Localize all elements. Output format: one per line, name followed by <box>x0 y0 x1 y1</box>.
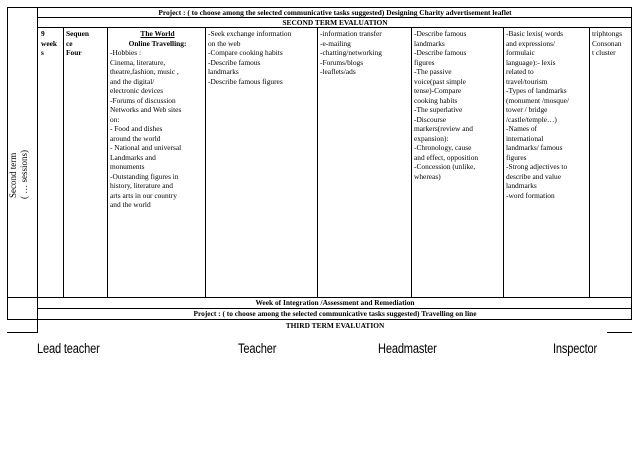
side-term-label-line1: Second term <box>8 152 18 198</box>
lexis-cell <box>506 29 590 200</box>
inspector-signature-label: Inspector <box>553 341 598 356</box>
lexis-line: travel/tourism <box>506 76 548 86</box>
grammar-line: -Chronology, cause <box>414 143 472 152</box>
lexis-line: and expressions/ <box>506 38 556 48</box>
sequence-line: Four <box>66 48 82 57</box>
function-line: on the web <box>208 38 241 48</box>
side-column-divider <box>37 7 38 333</box>
theme-line: -Hobbies : <box>110 48 141 57</box>
weeks-line: s <box>41 48 44 57</box>
media-line: -information transfer <box>320 29 382 38</box>
phonology-line: Consonan <box>592 38 622 48</box>
third-term-evaluation-line: THIRD TERM EVALUATION <box>285 321 385 330</box>
grammar-line: -Describe famous <box>414 48 467 57</box>
theme-cell <box>110 29 205 210</box>
theme-line: arts arts in our country <box>110 190 177 200</box>
grammar-line: landmarks <box>414 38 445 48</box>
grammar-line: -Concession (unlike, <box>414 162 476 171</box>
sequence-line: Sequen <box>66 29 90 38</box>
lexis-line: formulaic <box>506 48 535 57</box>
theme-line: Landmarks and <box>110 152 156 162</box>
lexis-line: -Basic lexis( words <box>506 29 564 38</box>
grammar-cell <box>414 29 502 181</box>
grammar-line: expansion): <box>414 133 449 143</box>
lexis-line: -Names of <box>506 124 537 133</box>
side-term-label <box>8 130 36 220</box>
project-travelling-line: Project : ( to choose among the selected communicative tasks suggested) Travelling on line <box>193 309 477 318</box>
grammar-line: cooking habits <box>414 95 458 105</box>
sequence-line: ce <box>66 38 73 48</box>
theme-line: -Outstanding figures in <box>110 171 179 181</box>
grammar-line: markers(review and <box>414 124 473 133</box>
term-evaluation-line: SECOND TERM EVALUATION <box>282 18 388 27</box>
teacher-signature-label: Teacher <box>238 341 277 356</box>
function-line: landmarks <box>208 67 239 76</box>
theme-title: The World <box>140 29 175 38</box>
function-line: -Describe famous figures <box>208 76 283 86</box>
function-line: -Seek exchange information <box>208 29 292 38</box>
grammar-line: -The superlative <box>414 105 463 114</box>
col-divider-6 <box>503 27 504 297</box>
grammar-line: and effect, opposition <box>414 152 479 162</box>
function-line: -Compare cooking habits <box>208 48 283 57</box>
lexis-line: international <box>506 133 544 143</box>
lexis-line: landmarks/ famous <box>506 143 563 152</box>
col-divider-3 <box>205 27 206 297</box>
lexis-line: language):- lexis <box>506 57 556 67</box>
grammar-line: figures <box>414 57 435 67</box>
lexis-line: -word formation <box>506 190 555 200</box>
col-divider-4 <box>317 27 318 297</box>
phonology-line: triphtongs <box>592 29 622 38</box>
phonology-line: t cluster <box>592 48 616 57</box>
theme-line: Cinema, literature, <box>110 57 166 67</box>
lead-teacher-signature-label: Lead teacher <box>37 341 100 356</box>
media-line: -chatting/networking <box>320 48 382 57</box>
lexis-line: related to <box>506 67 534 76</box>
weeks-line: week <box>41 38 58 48</box>
lexis-line: -Types of landmarks <box>506 86 567 95</box>
headmaster-signature-label: Headmaster <box>378 341 437 356</box>
lexis-line: (monument /mosque/ <box>506 95 570 105</box>
grammar-line: -Discourse <box>414 114 447 124</box>
project-line: Project : ( to choose among the selected communicative tasks suggested) Designing Charity advertisement leaflet <box>158 8 512 17</box>
grammar-line: voice(past simple <box>414 76 466 86</box>
side-term-label-line2: ( … sessions) <box>19 150 29 200</box>
lexis-line: landmarks <box>506 181 537 190</box>
theme-line: around the world <box>110 133 161 143</box>
weeks-line: 9 <box>41 29 45 38</box>
integration-week-line: Week of Integration /Assessment and Remediation <box>255 298 415 307</box>
media-cell <box>320 29 410 77</box>
theme-line: on: <box>110 114 120 124</box>
lexis-line: -Strong adjectives to <box>506 162 568 171</box>
grammar-line: -Describe famous <box>414 29 467 38</box>
functions-cell <box>208 29 316 86</box>
theme-line: and the world <box>110 200 151 209</box>
lexis-line: tower / bridge <box>506 105 548 114</box>
col-divider-5 <box>411 27 412 297</box>
grammar-line: tense)-Compare <box>414 86 462 95</box>
lexis-line: /castle/temple…) <box>506 114 557 124</box>
theme-line: monuments <box>110 162 145 171</box>
footer-bottom-right <box>607 332 632 333</box>
media-line: -Forums/blogs <box>320 57 364 67</box>
phonology-cell <box>592 29 632 58</box>
lexis-line: describe and value <box>506 171 561 181</box>
theme-line: and the digital/ <box>110 76 155 86</box>
theme-line: - National and universal <box>110 143 182 152</box>
function-line: -Describe famous <box>208 57 261 67</box>
theme-line: -Forums of discussion <box>110 95 176 105</box>
footer-divider-2 <box>7 319 632 320</box>
theme-line: theatre,fashion, music , <box>110 67 179 76</box>
media-line: -e-mailing <box>320 38 351 48</box>
theme-line: - Food and dishes <box>110 124 163 133</box>
theme-subtitle: Online Travelling: <box>128 38 187 48</box>
grammar-line: whereas) <box>414 171 441 181</box>
lexis-line: figures <box>506 152 527 162</box>
footer-bottom-left <box>7 332 37 333</box>
sequence-cell <box>66 29 106 58</box>
grammar-line: -The passive <box>414 67 452 76</box>
weeks-cell <box>41 29 65 58</box>
col-divider-2 <box>107 27 108 297</box>
col-divider-1 <box>63 27 64 297</box>
theme-line: history, literature and <box>110 181 173 190</box>
theme-line: Networks and Web sites <box>110 105 182 114</box>
media-line: -leaflets/ads <box>320 67 356 76</box>
theme-line: electronic devices <box>110 86 164 95</box>
